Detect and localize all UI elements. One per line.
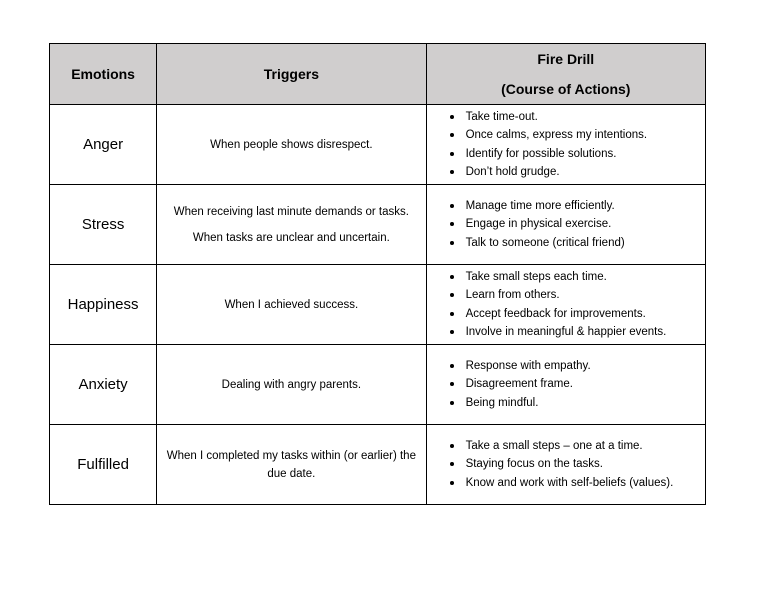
trigger-cell — [157, 105, 426, 185]
header-fire-drill-subtitle: (Course of Actions) — [501, 80, 631, 97]
action-item: Manage time more efficiently. — [466, 197, 705, 216]
action-item: Talk to someone (critical friend) — [466, 234, 705, 253]
header-fire-drill-title: Fire Drill — [537, 50, 595, 67]
action-item: Once calms, express my intentions. — [466, 126, 705, 145]
emotion-cell — [50, 185, 157, 265]
action-item: Response with empathy. — [466, 357, 705, 376]
emotion-cell — [50, 345, 157, 425]
emotion-label: Stress — [81, 216, 125, 233]
action-item: Know and work with self-beliefs (values). — [466, 474, 705, 493]
trigger-cell — [157, 345, 426, 425]
action-item: Identify for possible solutions. — [466, 145, 705, 164]
actions-list — [427, 437, 705, 493]
trigger-cell — [157, 185, 426, 265]
header-fire-drill — [426, 44, 705, 105]
trigger-cell — [157, 425, 426, 505]
table-header-row — [50, 44, 706, 105]
actions-cell — [426, 425, 705, 505]
table-row — [50, 105, 706, 185]
action-item: Don’t hold grudge. — [466, 163, 705, 182]
action-item: Involve in meaningful & happier events. — [466, 323, 705, 342]
action-item: Take small steps each time. — [466, 268, 705, 287]
trigger-cell — [157, 265, 426, 345]
header-triggers-label: Triggers — [263, 66, 319, 82]
table-row — [50, 265, 706, 345]
trigger-text: When receiving last minute demands or tasks. — [173, 205, 409, 218]
table-row — [50, 185, 706, 265]
action-item: Take time-out. — [466, 108, 705, 127]
action-item: Accept feedback for improvements. — [466, 305, 705, 324]
table-row — [50, 425, 706, 505]
actions-list — [427, 357, 705, 413]
actions-list — [427, 197, 705, 253]
action-item: Engage in physical exercise. — [466, 215, 705, 234]
header-emotions-label: Emotions — [71, 66, 135, 82]
trigger-text: When people shows disrespect. — [210, 138, 373, 151]
action-item: Take a small steps – one at a time. — [466, 437, 705, 456]
action-item: Being mindful. — [466, 394, 705, 413]
emotion-label: Anxiety — [78, 376, 128, 393]
actions-list — [427, 108, 705, 182]
emotion-label: Happiness — [67, 296, 139, 313]
emotion-label: Anger — [83, 136, 124, 153]
emotion-cell — [50, 425, 157, 505]
trigger-text: Dealing with angry parents. — [221, 378, 362, 391]
trigger-text: When I completed my tasks within (or earlier) the due date. — [166, 449, 416, 480]
actions-list — [427, 268, 705, 342]
emotion-cell — [50, 105, 157, 185]
header-triggers — [157, 44, 426, 105]
actions-cell — [426, 345, 705, 425]
emotion-cell — [50, 265, 157, 345]
table-row — [50, 345, 706, 425]
action-item: Learn from others. — [466, 286, 705, 305]
action-item: Disagreement frame. — [466, 375, 705, 394]
header-emotions — [50, 44, 157, 105]
emotion-label: Fulfilled — [77, 456, 129, 473]
trigger-text: When tasks are unclear and uncertain. — [192, 231, 390, 244]
actions-cell — [426, 185, 705, 265]
trigger-text: When I achieved success. — [224, 298, 359, 311]
action-item: Staying focus on the tasks. — [466, 455, 705, 474]
emotions-table — [49, 43, 706, 505]
actions-cell — [426, 265, 705, 345]
actions-cell — [426, 105, 705, 185]
